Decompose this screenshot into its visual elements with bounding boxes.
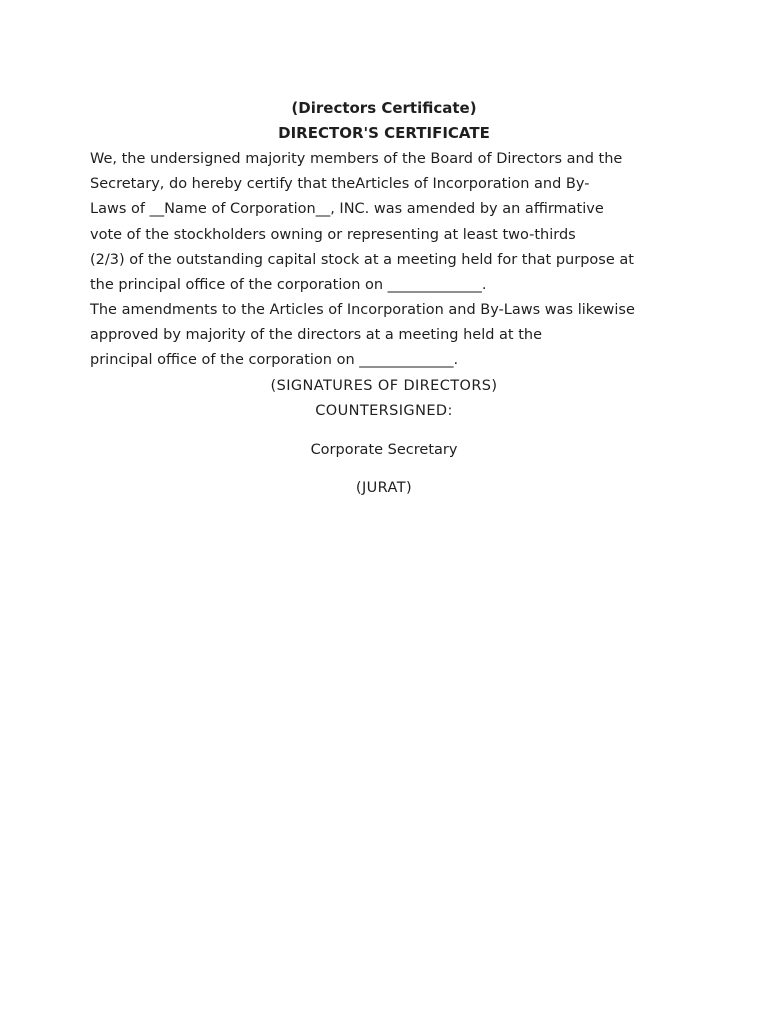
corporate-secretary-label: Corporate Secretary [310, 442, 458, 458]
paragraph-1-line-2: Secretary, do hereby certify that theArticles of Incorporation and By- [90, 176, 590, 192]
paragraph-1-line-4: vote of the stockholders owning or representing at least two-thirds [90, 227, 576, 243]
document-title: (Directors Certificate) [291, 99, 477, 117]
paragraph-1-line-6: the principal office of the corporation on _____________. [90, 277, 487, 293]
paragraph-2-line-3: principal office of the corporation on _____________. [90, 352, 459, 368]
paragraph-2-line-1: The amendments to the Articles of Incorporation and By-Laws was likewise [90, 302, 635, 318]
countersigned-label: COUNTERSIGNED: [315, 403, 453, 419]
paragraph-1-line-1: We, the undersigned majority members of the Board of Directors and the [90, 151, 623, 167]
jurat-label: (JURAT) [355, 480, 413, 496]
paragraph-1-line-3: Laws of __Name of Corporation__, INC. was amended by an affirmative [90, 201, 604, 217]
paragraph-1-line-5: (2/3) of the outstanding capital stock at a meeting held for that purpose at [90, 252, 634, 268]
paragraph-2-line-2: approved by majority of the directors at a meeting held at the [90, 327, 543, 343]
certificate-heading: DIRECTOR'S CERTIFICATE [278, 124, 490, 142]
signatures-of-directors: (SIGNATURES OF DIRECTORS) [270, 378, 498, 394]
